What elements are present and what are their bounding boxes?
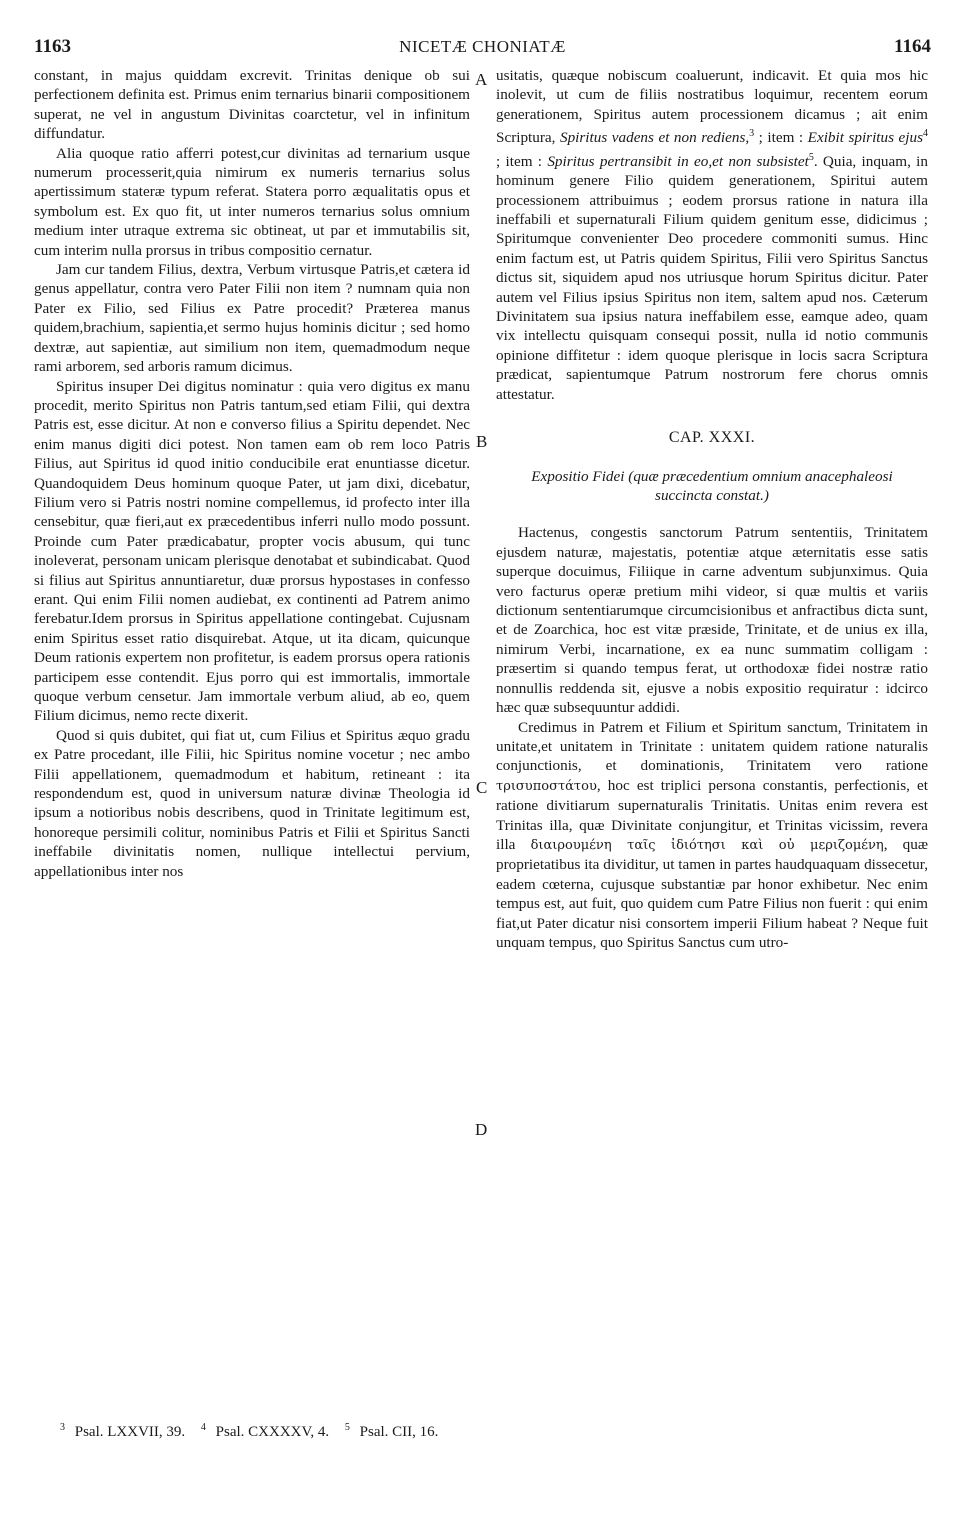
text-run: ; item : — [496, 152, 548, 170]
footnote-number: 3 — [60, 1422, 65, 1433]
page-header — [34, 36, 931, 58]
section-marker-b: B — [476, 432, 488, 451]
footnote-ref: 3 — [749, 128, 755, 140]
paragraph: Alia quoque ratio afferri potest,cur divinitas ad ternarium usque numerum processerit,quia nimirum ex numeris ternarius solus apertissimum stateræ typum referat. Statera porro æqualitatis opus et symbolum est. Ex quo fit, ut inter numeros ternarius solus omnium medium inter utraque extrema sic obtineat, ut par et immutabilis sit, cum interim nulla prorsus in tribus compositio cernatur. — [34, 144, 470, 259]
scripture-quote: Spiritus pertransibit in eo,et non subsistet — [547, 152, 809, 170]
footnote-number: 5 — [344, 1422, 350, 1433]
running-title: NICETÆ CHONIATÆ — [399, 37, 566, 56]
footnote-text: Psal. LXXVII, 39. — [74, 1424, 186, 1440]
paragraph: Hactenus, congestis sanctorum Patrum sententiis, Trinitatem ejusdem naturæ, majestatis, potentiæ atque æternitatis esse satis superque docuimus, Filiique in carne adventum subjunximus. Quia vero facturus operæ pretium mihi videor, si quæ multis et variis dictionum sententiarumque circumcisionibus et anfractibus dicta sunt, et de Zoarchica, hoc est vitæ præside, Trinitate, et de unius ex illa, nimirum Verbi, incarnatione, ex ea nunc summatim colligam : præsertim si quando tempus ferat, ut orthodoxæ fidei nostræ ratio nonnullis reddenda sit, ejusve a nobis expositio requiratur : idcirco hæc quæ subsequuntur addidi. — [496, 524, 928, 717]
paragraph: Quod si quis dubitet, qui fiat ut, cum Filius et Spiritus æquo gradu ex Patre procedant, ille Filii, hic Spiritus nomine vocetur ; nec ambo Filii appellationem, quemadmodum et habitum, retineant : ita respondendum est, quod in universum naturæ divinæ Theologia id ipsum a notioribus nobis describens, quod in Trinitate legitimum est, honoreque persimili colitur, nominibus Patris et Filii et Spiritus Sancti ineffabile divinitatis nomen, nullique intellectui pervium, appellationibus inter nos — [34, 726, 470, 880]
text-run: ; item : — [754, 129, 808, 147]
scripture-quote: Exibit spiritus ejus — [807, 129, 924, 147]
footnote-text: Psal. CXXXXV, 4. — [215, 1424, 330, 1440]
footnote-ref: 4 — [923, 128, 929, 140]
greek-term: τρισυποστάτου — [496, 778, 597, 794]
section-marker-c: C — [476, 778, 488, 797]
section-marker-d: D — [475, 1120, 488, 1139]
footnote — [201, 1424, 335, 1440]
greek-term: διαιρουμένη ταῖς ἰδιότησι καὶ οὐ μεριζομένη — [530, 837, 884, 853]
text-run: usitatis, quæque nobiscum coaluerunt, indicavit. Et quia mos hic inolevit, ut cum de filiis nostratibus loquimur, recentem eorum generationem, Spiritus autem processionem dicamus ; ait enim Scriptura, — [496, 67, 928, 147]
chapter-heading: CAP. XXXI. — [668, 429, 756, 447]
footnote — [345, 1424, 445, 1440]
left-column — [34, 66, 470, 881]
footnote-ref: 5 — [808, 151, 814, 163]
page-number-right: 1164 — [894, 36, 931, 57]
text-run: , quæ proprietatibus ita dividitur, ut tamen in partes haudquaquam dissecetur, eadem cœterna, cujusque substantiæ par honor exhibetur. Nec enim tempus est, aut fuit, quo quidem cum Patre Filius non fuerit : qui enim fiat,ut Pater dicatur nisi consortem imperii Filium habeat ? Neque fuit unquam tempus, quo Spiritus Sanctus cum utro- — [496, 835, 928, 951]
paragraph: constant, in majus quiddam excrevit. Trinitas denique ob sui perfectionem definita est. Primus enim ternarius binarii compositionem superat, ne vel in angustum Divinitas coarctetur, vel in infinitum diffundatur. — [34, 67, 470, 143]
right-column — [496, 66, 928, 952]
page-number-left: 1163 — [34, 36, 71, 57]
paragraph — [496, 66, 928, 404]
footnote-text: Psal. CII, 16. — [359, 1424, 439, 1440]
text-run: , hoc est triplici persona constantis, perfectionis, et ratione divitiarum supernaturalis Trinitatis. Unitas enim revera est Trinitas illa, quæ Divinitate conjungitur, et Trinitas vicissim, revera illa — [496, 776, 928, 853]
footnote-number: 4 — [200, 1422, 206, 1433]
footnote — [60, 1424, 191, 1440]
paragraph: Jam cur tandem Filius, dextra, Verbum virtusque Patris,et cætera id genus appellatur, contra vero Pater Filii non item ? numnam quia non Pater ex Filio, sed Filius ex Patre procedit? Præterea manus quidem,brachium, sapientia,et sermo hujus hominis dicitur ; sed homo dextræ, aut sapientiæ, aut similium non item, quemadmodum neque rami arborem, sed arboris ramum dicimus. — [34, 261, 470, 376]
chapter-subtitle: Expositio Fidei (quæ præcedentium omnium anacephaleosi succincta constat.) — [531, 468, 893, 505]
scripture-quote: Spiritus vadens et non rediens, — [559, 129, 750, 147]
text-run: . Quia, inquam, in hominum genere Filio quidem generationem, Spiritui autem processionem attribuimus ; eodem prorsus ratione in natura illa ineffabili et supernaturali Filium quidem genitum esse, didicimus ; Spiritumque convenienter Deo procedere commoniti sumus. Hinc enim factum est, ut Patris quidem Spiritus, Filii vero Spiritus Sanctus dictus sit, siquidem apud nos utriusque horum Spiritus dicitur. Pater autem vel Filius ipsius Spiritus non item, saltem apud nos. Cæterum Divinitatem sua ipsius natura ineffabilem esse, eamque adeo, quam vix intellectu quisquam consequi possit, nulla id notio communis opinione diffitetur : idem quoque plerisque in locis sacra Scriptura prædicat, sapientumque Patrum nostrorum fere chorus omnis attestatur. — [496, 152, 928, 403]
paragraph — [496, 718, 928, 953]
footnotes — [60, 1422, 450, 1441]
text-run: Credimus in Patrem et Filium et Spiritum sanctum, Trinitatem in unitate,et unitatem in Trinitate : unitatem quidem ratione naturalis conjunctionis, et dominationis, Trinitatem vero ratione — [496, 718, 928, 775]
paragraph: Spiritus insuper Dei digitus nominatur : quia vero digitus ex manu procedit, merito Spiritus non Patris tantum,sed etiam Filii, qui dextra Patris est, esse dicitur. At non e converso filius a Spiritu dependet. Nec enim manus digiti dici potest. Non tamen eam ob rem loco Patris Filius, aut Spiritus id quod initio conducibile erat enuntiasse dicetur. Quandoquidem Deus hominum quoque Pater, ut jam dixi, dicebatur, Filium vero si Patris nostri nomine compellemus, id profecto inter illa censebitur, quæ fieri,aut ex præcedentibus inferri nullo modo possunt. Proinde cum Pater prædicabatur, propter vocis abusum, qui tunc inoleverat, personam unicam plerisque denotabat et subindicabat. Quod si filius aut Spiritus annuntiaretur, duæ prorsus hypostases in confesso erant. Qui enim Filii nomen audiebat, ex continenti ad Patrem animo ferebatur.Idem prorsus in Spiritus appellatione contingebat. Cujusnam enim Spiritus esset ratio disquirebat. Atque, ut ita dicam, quicunque Deum rationis expertem non profitetur, is eadem prorsus opera rationis participem esse contendit. Ejus porro qui est immortalis, immortale quoque verbum censetur. Jam immortale verbum aliud, ab eo, quem Filium dicimus, nemo recte dixerit. — [34, 377, 470, 725]
section-marker-a: A — [475, 70, 488, 89]
